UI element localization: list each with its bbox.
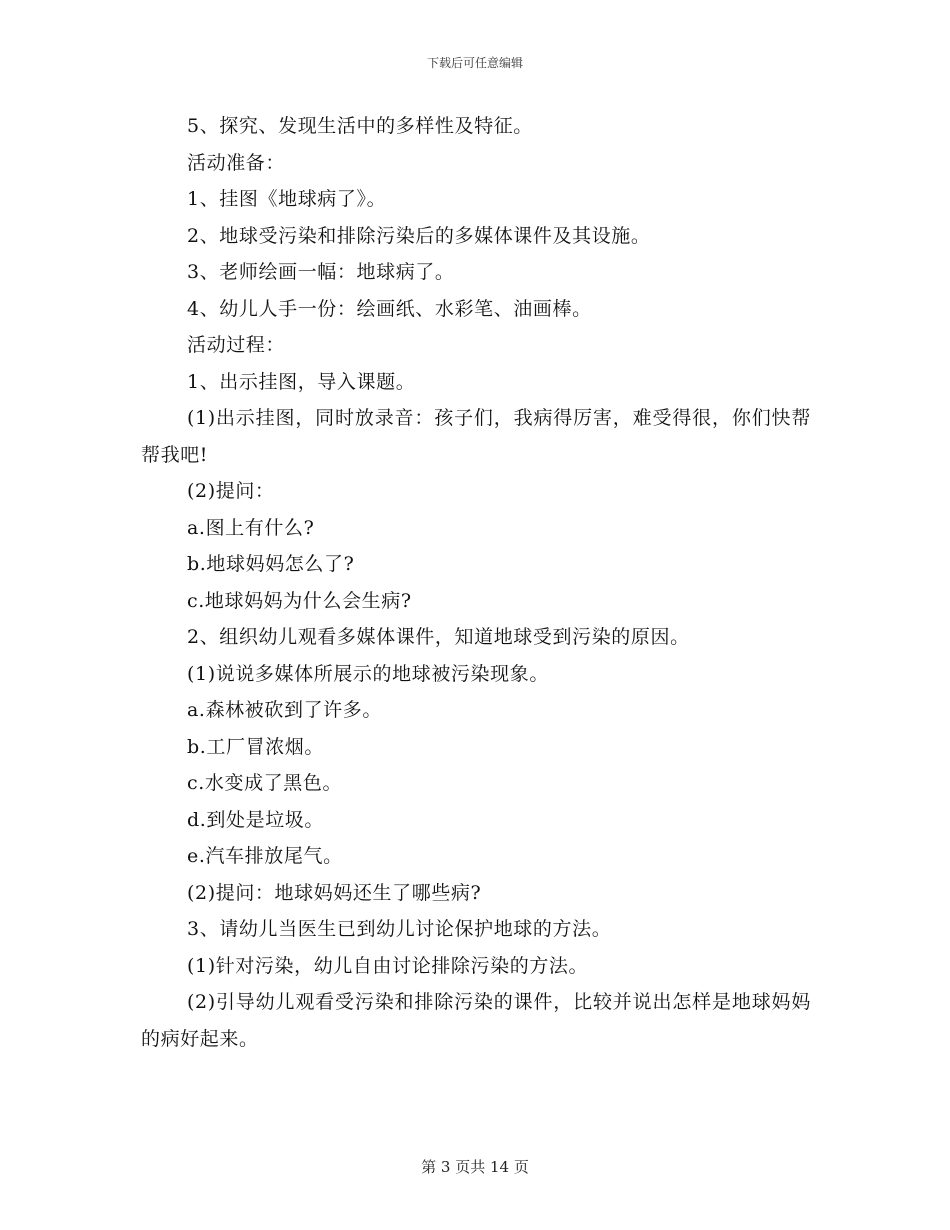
paragraph: 3、请幼儿当医生已到幼儿讨论保护地球的方法。 bbox=[187, 918, 612, 940]
paragraph: (2)提问：地球妈妈还生了哪些病? bbox=[187, 881, 482, 904]
paragraph: (2)提问： bbox=[187, 480, 275, 502]
paragraph: (2)引导幼儿观看受污染和排除污染的课件，比较并说出怎样是地球妈妈的病好起来。 bbox=[141, 991, 811, 1050]
paragraph: 活动准备： bbox=[187, 151, 286, 174]
paragraph: a.森林被砍到了许多。 bbox=[187, 699, 382, 721]
paragraph: b.工厂冒浓烟。 bbox=[187, 735, 325, 758]
paragraph: 4、幼儿人手一份：绘画纸、水彩笔、油画棒。 bbox=[187, 297, 592, 320]
paragraph: 1、出示挂图，导入课题。 bbox=[187, 370, 416, 393]
page-footer: 第 3 页共 14 页 bbox=[421, 1158, 529, 1176]
paragraph: (1)出示挂图，同时放录音：孩子们，我病得厉害，难受得很，你们快帮帮我吧! bbox=[141, 407, 811, 466]
page-header: 下载后可任意编辑 bbox=[426, 56, 523, 70]
paragraph: (1)针对污染，幼儿自由讨论排除污染的方法。 bbox=[187, 954, 589, 977]
paragraph: 5、探究、发现生活中的多样性及特征。 bbox=[187, 115, 533, 137]
paragraph: 活动过程： bbox=[187, 334, 286, 356]
paragraph: 3、老师绘画一幅：地球病了。 bbox=[187, 261, 455, 283]
paragraph: (1)说说多媒体所展示的地球被污染现象。 bbox=[187, 662, 549, 685]
paragraph: 1、挂图《地球病了》。 bbox=[187, 188, 387, 210]
document-body bbox=[141, 108, 811, 1057]
paragraph: c.水变成了黑色。 bbox=[187, 772, 343, 794]
paragraph: 2、组织幼儿观看多媒体课件，知道地球受到污染的原因。 bbox=[187, 626, 690, 648]
paragraph: 2、地球受污染和排除污染后的多媒体课件及其设施。 bbox=[187, 224, 651, 247]
paragraph: c.地球妈妈为什么会生病? bbox=[187, 589, 412, 612]
paragraph: a.图上有什么? bbox=[187, 516, 315, 539]
paragraph: d.到处是垃圾。 bbox=[187, 808, 325, 831]
paragraph: b.地球妈妈怎么了? bbox=[187, 553, 355, 575]
paragraph: e.汽车排放尾气。 bbox=[187, 845, 343, 867]
